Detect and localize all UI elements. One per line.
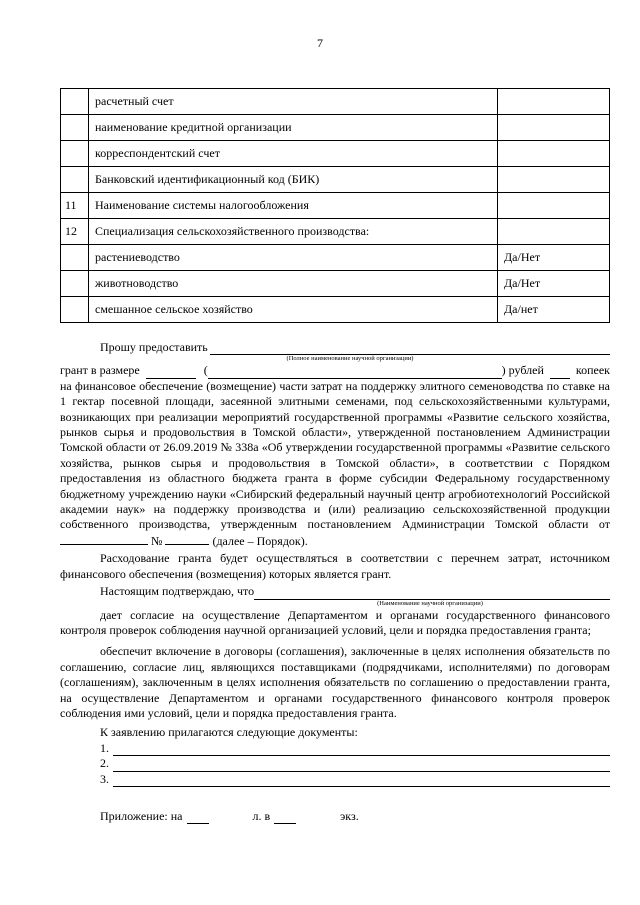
kopecks-label: копеек (575, 363, 610, 378)
attachment-blank (113, 743, 610, 756)
row-value (498, 167, 610, 193)
confirm-lead: Настоящим подтверждаю, что (100, 584, 255, 599)
row-value: Да/Нет (498, 271, 610, 297)
attachments-list (60, 741, 610, 787)
row-number (61, 141, 89, 167)
row-label: наименование кредитной организации (89, 115, 498, 141)
attachment-line (100, 772, 610, 787)
row-number (61, 271, 89, 297)
row-value (498, 141, 610, 167)
row-number: 12 (61, 219, 89, 245)
table-row (61, 141, 610, 167)
table-row (61, 245, 610, 271)
row-value: Да/Нет (498, 245, 610, 271)
table-row (61, 193, 610, 219)
grant-amount-blank (146, 366, 196, 379)
page-number: 7 (317, 36, 323, 50)
row-label: Специализация сельскохозяйственного производства: (89, 219, 498, 245)
appendix-suffix: экз. (340, 808, 359, 823)
appendix-copies-blank (274, 811, 296, 824)
appendix-pages-blank (187, 811, 209, 824)
row-number (61, 245, 89, 271)
table-row (61, 115, 610, 141)
request-lead: Прошу предоставить (100, 340, 208, 354)
confirm-item-contracts: обеспечит включение в договоры (соглашения), заключенные в целях исполнения обязательств по соглашению, согласие лиц, являющихся поставщиками (подрядчиками, исполнителями) по договорам (соглашениям), заключенным в целях исполнения обязательств по соглашению о предоставлении гранта, на осуществление Департаментом и органами государственного финансового контроля проверок соблюдения ими условий, цели и порядка предоставления гранта. (60, 644, 610, 720)
procedure-label: (далее – Порядок). (212, 533, 308, 548)
organization-details-table (60, 88, 610, 323)
attachment-number: 1. (100, 740, 109, 755)
grant-amount-line (60, 363, 610, 378)
row-label: растениеводство (89, 245, 498, 271)
row-label: Банковский идентификационный код (БИК) (89, 167, 498, 193)
row-value (498, 89, 610, 115)
rubles-suffix: ) рублей (501, 363, 544, 378)
attachment-line (100, 756, 610, 771)
table-row (61, 167, 610, 193)
paren-open: ( (203, 363, 208, 378)
row-value (498, 219, 610, 245)
attachment-number: 2. (100, 756, 109, 771)
request-body (60, 379, 610, 549)
number-sign: № (151, 533, 163, 548)
row-label: расчетный счет (89, 89, 498, 115)
request-line (60, 340, 610, 355)
attachment-blank (113, 774, 610, 787)
row-label: животноводство (89, 271, 498, 297)
appendix-middle: л. в (252, 808, 271, 823)
row-label: Наименование системы налогообложения (89, 193, 498, 219)
attachments-lead: К заявлению прилагаются следующие документы: (100, 725, 358, 740)
confirm-line (60, 584, 610, 599)
attachment-blank (113, 759, 610, 772)
kopecks-blank (550, 366, 570, 379)
row-label: корреспондентский счет (89, 141, 498, 167)
row-value: Да/нет (498, 297, 610, 323)
grant-amount-words-blank (208, 366, 502, 379)
row-number (61, 297, 89, 323)
confirm-item-consent: дает согласие на осуществление Департаментом и органами государственного финансового контроля проверок соблюдения научной организацией условий, цели и порядка предоставления гранта; (60, 607, 610, 637)
table-row (61, 297, 610, 323)
row-label: смешанное сельское хозяйство (89, 297, 498, 323)
row-value (498, 115, 610, 141)
row-number (61, 89, 89, 115)
org-name-caption: (Полное наименование научной организации) (286, 355, 414, 363)
expenses-paragraph: Расходование гранта будет осуществляться в соответствии с перечнем затрат, источником финансового обеспечения (возмещения) которых является грант. (60, 551, 610, 581)
resolution-date-blank (60, 533, 148, 545)
appendix-prefix: Приложение: на (100, 808, 183, 823)
org-name-blank (210, 342, 610, 355)
table-row (61, 271, 610, 297)
table-row (61, 219, 610, 245)
resolution-number-blank (165, 533, 209, 545)
application-body (60, 340, 610, 824)
request-body-text: на финансовое обеспечение (возмещение) части затрат на поддержку элитного семеноводства по ставке на 1 гектар посевной площади, засеянной элитными семенами, под сельскохозяйственными культурами, возникающих при реализации мероприятий государственной программы «Развитие сельского хозяйства, рынков сырья и продовольствия в Томской области», утвержденной постановлением Администрации Томской области от 26.09.2019 № 338а «Об утверждении государственной программы «Развитие сельского хозяйства, рынков сырья и продовольствия в Томской области», в соответствии с Порядком предоставления из областного бюджета гранта в форме субсидии Федеральному государственному бюджетному учреждению науки «Сибирский федеральный научный центр агробиотехнологий Российской академии наук» на поддержку производства и (или) реализацию сельскохозяйственной продукции собственного производства, утвержденным постановлением Администрации Томской области от (60, 378, 610, 532)
confirm-org-caption: (Наименование научной организации) (377, 599, 483, 607)
table-row (61, 89, 610, 115)
appendix-line (60, 809, 610, 824)
row-number: 11 (61, 193, 89, 219)
row-number (61, 115, 89, 141)
row-number (61, 167, 89, 193)
grant-prefix: грант в размере (60, 363, 140, 378)
attachment-number: 3. (100, 771, 109, 786)
row-value (498, 193, 610, 219)
attachment-line (100, 741, 610, 756)
confirm-org-blank (254, 587, 610, 600)
